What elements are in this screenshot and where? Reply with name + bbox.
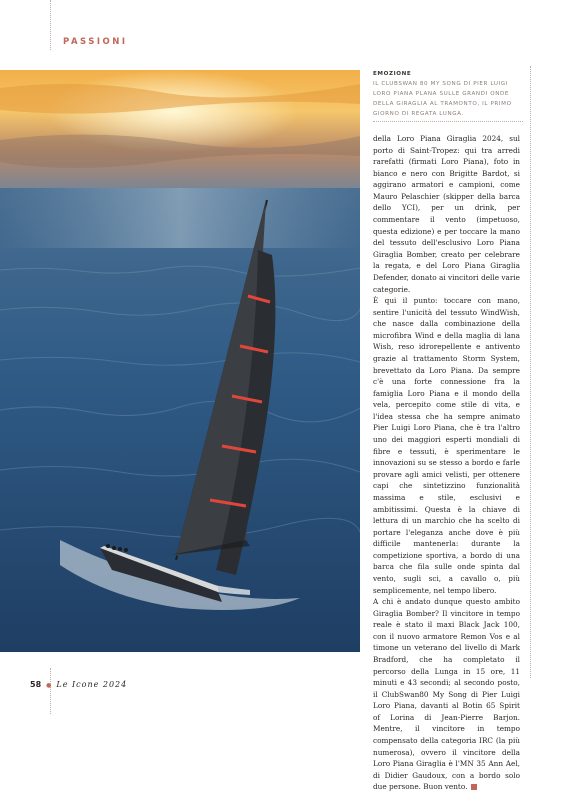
page-footer: [30, 680, 127, 689]
article-paragraph-3-text: A chi è andato dunque questo ambito Giraglia Bomber? Il vincitore in tempo reale è stato il maxi Black Jack 100, con il nuovo armatore Remon Vos e al timone un veterano del livello di Mark Bradford, che ha completato il percorso della Lunga in 15 ore, 11 minuti e 43 secondi; al secondo posto, il ClubSwan80 My Song di Pier Luigi Loro Piana, davanti al Botin 65 Spirit of Lorina di Jean-Pierre Barjon. Mentre, il vincitore in tempo compensato della categoria IRC (la più numerosa), ovvero il vincitore della Loro Piana Giraglia è l'MN 35 Ann Ael, di Didier Gaudoux, con a bordo solo due persone. Buon vento.: [373, 597, 520, 792]
caption-title: EMOZIONE: [373, 71, 412, 77]
sailboat-photo: [0, 70, 360, 652]
article-body: [373, 133, 520, 793]
end-of-article-icon: [471, 784, 477, 790]
article-paragraph-3: [373, 596, 520, 793]
top-left-dotted-rule: [50, 0, 51, 50]
photo-caption: [373, 69, 523, 119]
footer-separator-icon: ●: [46, 681, 52, 689]
magazine-name: Le Icone 2024: [56, 680, 128, 689]
caption-text: IL CLUBSWAN 80 MY SONG DI PIER LUIGI LORO PIANA PLANA SULLE GRANDI ONDE DELLA GIRAGLIA AL TRAMONTO, IL PRIMO GIORNO DI REGATA LUNGA.: [373, 81, 512, 117]
right-dotted-rule: [530, 66, 531, 678]
bottom-left-dotted-rule: [50, 668, 51, 714]
article-paragraph-1: della Loro Piana Giraglia 2024, sul porto di Saint-Tropez: qui tra arredi rarefatti (firmati Loro Piana), foto in bianco e nero con Brigitte Bardot, si aggirano armatori e campioni, come Mauro Pelaschier (skipper della barca dello YCI), per un drink, per commentare il vento (impetuoso, questa edizione) e per toccare la mano del tessuto dell'esclusivo Loro Piana Giraglia Bomber, creato per celebrare la regata, e del Loro Piana Giraglia Defender, donato ai vincitori delle varie categorie.: [373, 134, 520, 294]
article-paragraph-2: È qui il punto: toccare con mano, sentire l'unicità del tessuto WindWish, che nasce dalla combinazione della microfibra Wind e della maglia di lana Wish, reso idrorepellente e antivento grazie al trattamento Storm System, brevettato da Loro Piana. Da sempre c'è una forte connessione fra la famiglia Loro Piana e il mondo della vela, percepito come stile di vita, e l'idea stessa che ha sempre animato Pier Luigi Loro Piana, che è tra l'altro uno dei maggiori esperti mondiali di fibre e tessuti, è sperimentare le innovazioni su se stesso a bordo e farle provare agli amici velisti, per ottenere capi che sintetizzino funzionalità massima e stile, esclusivi e ambitissimi. Questa è la chiave di lettura di un marchio che ha scelto di portare l'eleganza anche dove è più difficile mantenerla: durante la competizione sportiva, a bordo di una barca che fila sulle onde spinta dal vento, sugli sci, a cavallo o, più semplicemente, nel tempo libero.: [373, 296, 520, 595]
caption-dotted-rule: [373, 121, 523, 122]
section-label: PASSIONI: [63, 37, 128, 47]
page-number: 58: [30, 680, 42, 689]
